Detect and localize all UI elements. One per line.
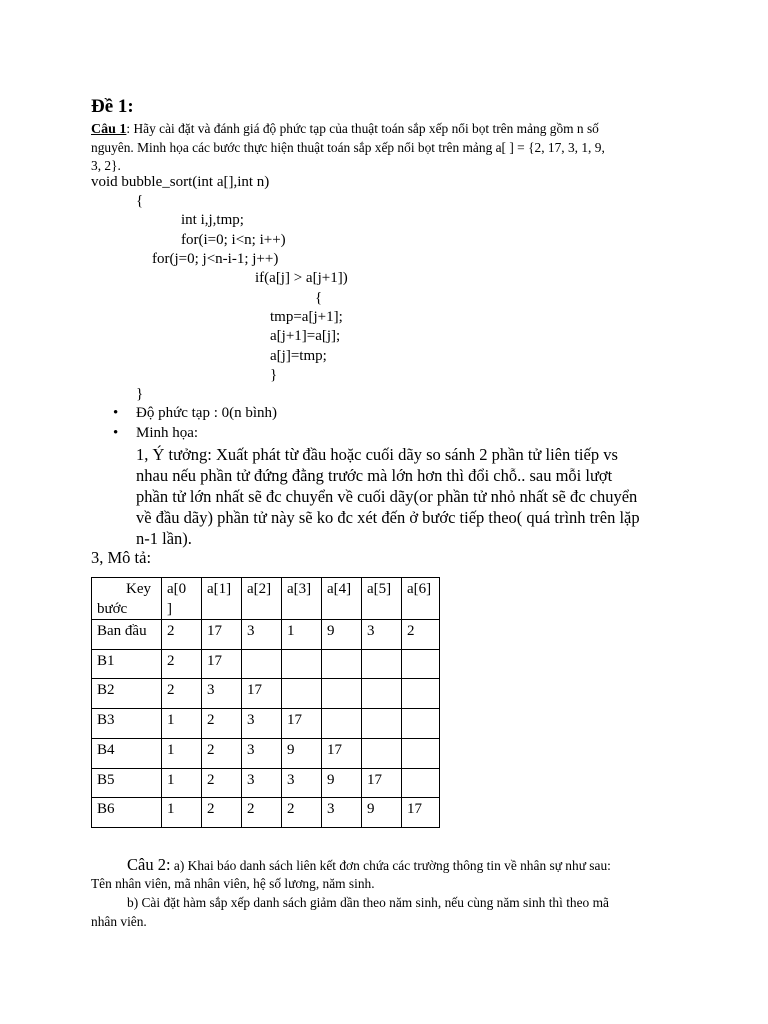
table-row	[92, 620, 440, 650]
code-line-swap-3: a[j]=tmp;	[270, 348, 327, 364]
header-a2: a[2]	[242, 578, 282, 620]
code-line-if-brace: {	[315, 290, 323, 306]
header-step: bước	[97, 601, 128, 617]
description-heading: 3, Mô tả:	[91, 548, 152, 567]
cell: 17	[242, 679, 282, 709]
idea-line: 1, Ý tưởng: Xuất phát từ đầu hoặc cuối dãy so sánh 2 phần tử liên tiếp vs	[136, 445, 618, 464]
cell: 2	[202, 739, 242, 769]
question-2-line-1	[127, 855, 611, 875]
cell	[402, 739, 440, 769]
question-1-line-1	[91, 119, 599, 139]
header-a5: a[5]	[362, 578, 402, 620]
cell: 3	[202, 679, 242, 709]
question-1-label: Câu 1	[91, 122, 127, 137]
cell: 9	[322, 769, 362, 798]
cell: Ban đầu	[92, 620, 162, 650]
code-line-outer-loop: for(i=0; i<n; i++)	[181, 232, 286, 248]
cell	[282, 650, 322, 679]
header-a4: a[4]	[322, 578, 362, 620]
header-a3: a[3]	[282, 578, 322, 620]
cell	[322, 709, 362, 739]
header-a6: a[6]	[402, 578, 440, 620]
cell: 1	[162, 769, 202, 798]
question-2-line-2: Tên nhân viên, mã nhân viên, hệ số lương, năm sinh.	[91, 876, 375, 891]
cell: 2	[282, 798, 322, 828]
header-a0	[162, 578, 202, 620]
cell: 17	[282, 709, 322, 739]
table-row	[92, 798, 440, 828]
cell: 2	[162, 679, 202, 709]
code-line-if-close: }	[270, 367, 278, 383]
header-a0-part1: a[0	[167, 581, 187, 597]
code-line-swap-2: a[j+1]=a[j];	[270, 328, 341, 344]
question-1-line-2: nguyên. Minh họa các bước thực hiện thuật toán sắp xếp nổi bọt trên mảng a[ ] = {2, 17, 3, 1, 9,	[91, 140, 605, 155]
cell: 2	[202, 798, 242, 828]
cell: 3	[362, 620, 402, 650]
cell	[362, 709, 402, 739]
bullet-dot: •	[113, 425, 119, 441]
question-1-line-3: 3, 2}.	[91, 158, 121, 173]
cell: 17	[202, 650, 242, 679]
question-1-text: : Hãy cài đặt và đánh giá độ phức tạp của thuật toán sắp xếp nổi bọt trên mảng gồm n số	[126, 121, 599, 136]
cell: B5	[92, 769, 162, 798]
header-a0-part2: ]	[167, 601, 172, 617]
table-row	[92, 739, 440, 769]
idea-line: n-1 lần).	[136, 529, 192, 548]
cell: B1	[92, 650, 162, 679]
table-row	[92, 709, 440, 739]
code-line-declare: int i,j,tmp;	[181, 212, 244, 228]
cell: 2	[162, 650, 202, 679]
code-line-swap-1: tmp=a[j+1];	[270, 309, 343, 325]
cell: 3	[242, 620, 282, 650]
code-line-close-brace: }	[136, 386, 144, 402]
question-2-line-4: nhân viên.	[91, 914, 147, 929]
page-title: Đề 1:	[91, 96, 134, 117]
table-row	[92, 679, 440, 709]
cell: 1	[162, 798, 202, 828]
cell: B2	[92, 679, 162, 709]
illustration-bullet: Minh họa:	[136, 425, 199, 441]
cell	[402, 769, 440, 798]
cell	[242, 650, 282, 679]
bullet-dot: •	[113, 405, 119, 421]
table-row	[92, 650, 440, 679]
cell: 9	[322, 620, 362, 650]
cell: 9	[282, 739, 322, 769]
code-line-if: if(a[j] > a[j+1])	[255, 270, 348, 286]
idea-line: về đầu dãy) phần tử này sẽ ko đc xét đến ở bước tiếp theo( quá trình trên lặp	[136, 508, 640, 527]
cell	[282, 679, 322, 709]
code-line-inner-loop: for(j=0; j<n-i-1; j++)	[152, 251, 279, 267]
cell: 1	[162, 709, 202, 739]
complexity-bullet: Độ phức tạp : 0(n bình)	[136, 405, 278, 421]
cell: 3	[242, 709, 282, 739]
cell: 1	[162, 739, 202, 769]
cell	[322, 679, 362, 709]
cell: 17	[322, 739, 362, 769]
cell: B6	[92, 798, 162, 828]
cell: B3	[92, 709, 162, 739]
header-key-step	[92, 578, 162, 620]
cell: 3	[322, 798, 362, 828]
cell	[402, 679, 440, 709]
header-key: Key	[126, 581, 151, 597]
cell: 17	[202, 620, 242, 650]
cell: 3	[242, 739, 282, 769]
cell	[322, 650, 362, 679]
idea-line: nhau nếu phần tử đứng đằng trước mà lớn hơn thì đổi chỗ.. sau mỗi lượt	[136, 466, 613, 485]
table-header-row	[92, 578, 440, 620]
cell	[362, 650, 402, 679]
cell: 2	[202, 769, 242, 798]
cell	[362, 739, 402, 769]
cell: 2	[202, 709, 242, 739]
cell: B4	[92, 739, 162, 769]
cell: 2	[242, 798, 282, 828]
cell: 3	[282, 769, 322, 798]
cell: 2	[402, 620, 440, 650]
cell: 9	[362, 798, 402, 828]
bubble-sort-steps-table	[91, 577, 440, 828]
question-2-part-b: b) Cài đặt hàm sắp xếp danh sách giảm dần theo năm sinh, nếu cùng năm sinh thì theo mã	[127, 895, 609, 910]
question-2-part-a: a) Khai báo danh sách liên kết đơn chứa các trường thông tin về nhân sự như sau:	[170, 858, 611, 873]
cell: 17	[362, 769, 402, 798]
cell	[402, 709, 440, 739]
code-line-signature: void bubble_sort(int a[],int n)	[91, 174, 270, 190]
cell: 2	[162, 620, 202, 650]
cell: 3	[242, 769, 282, 798]
cell: 17	[402, 798, 440, 828]
table-row	[92, 769, 440, 798]
question-2-label: Câu 2:	[127, 855, 171, 874]
code-line-open-brace: {	[136, 193, 144, 209]
cell	[362, 679, 402, 709]
cell	[402, 650, 440, 679]
header-a1: a[1]	[202, 578, 242, 620]
idea-line: phần tử lớn nhất sẽ đc chuyển về cuối dãy(or phần tử nhỏ nhất sẽ đc chuyển	[136, 487, 638, 506]
cell: 1	[282, 620, 322, 650]
